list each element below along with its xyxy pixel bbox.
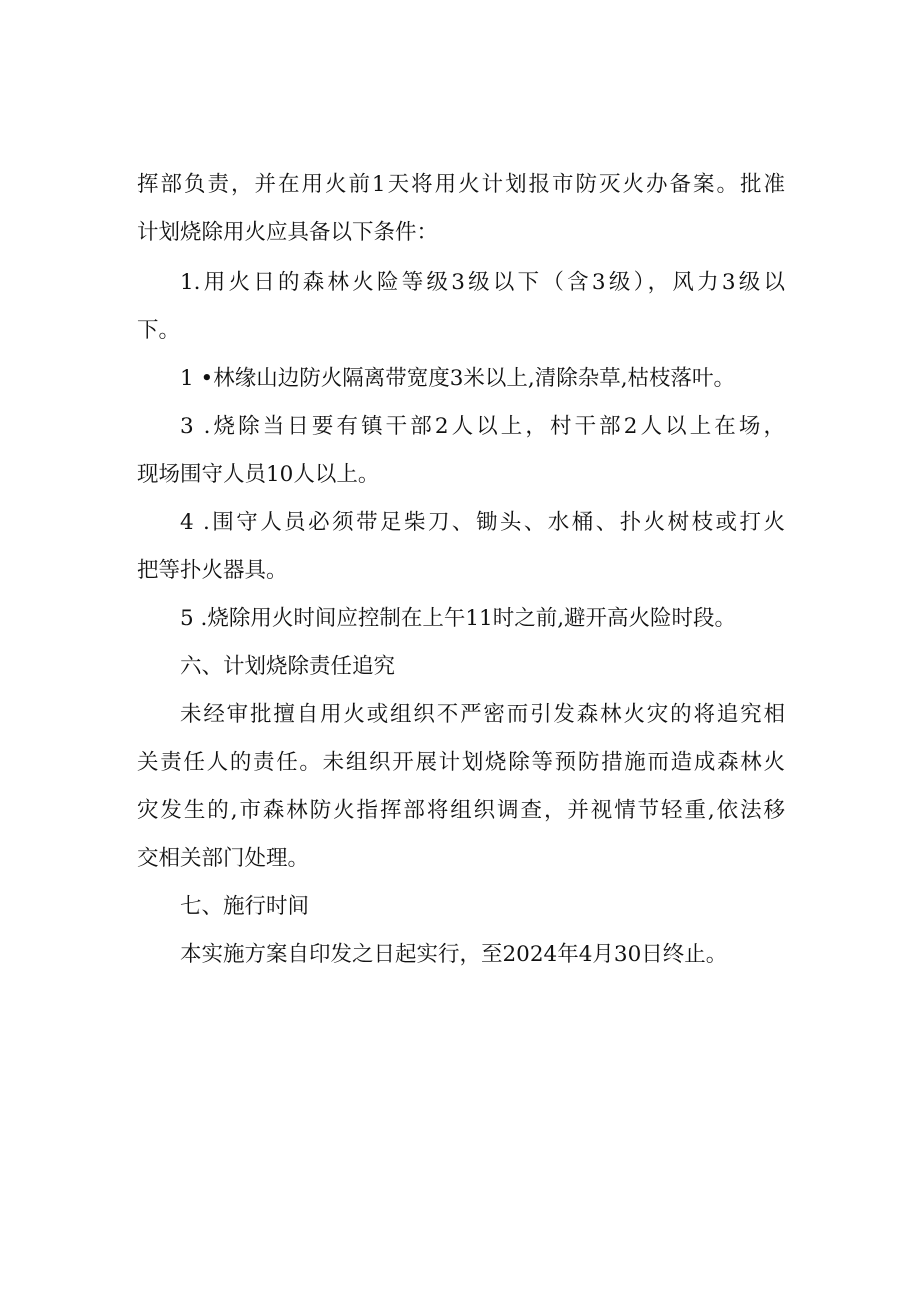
text-line-7: 现场围守人员10人以上。: [137, 462, 380, 487]
list-item-2: 1 •林缘山边防火隔离带宽度3米以上,清除杂草,枯枝落叶。: [180, 366, 736, 391]
text-line-14: 灾发生的,市森林防火指挥部将组织调查，并视情节轻重,依法移: [137, 798, 785, 823]
list-item-5: 5 .烧除用火时间应控制在上午11时之前,避开高火险时段。: [180, 606, 737, 631]
text-line-15: 交相关部门处理。: [137, 846, 310, 871]
text-line-17: 本实施方案自印发之日起实行，至2024年4月30日终止。: [180, 942, 728, 967]
list-item-3: 3 .烧除当日要有镇干部2人以上，村干部2人以上在场，: [180, 414, 785, 439]
text-line-4: 下。: [137, 318, 181, 343]
text-line-1: 挥部负责，并在用火前1天将用火计划报市防灭火办备案。批准: [137, 172, 785, 197]
section-heading-6: 六、计划烧除责任追究: [180, 654, 396, 679]
text-line-2: 计划烧除用火应具备以下条件：: [137, 220, 439, 245]
text-line-13: 关责任人的责任。未组织开展计划烧除等预防措施而造成森林火: [137, 750, 785, 775]
list-item-1: 1.用火日的森林火险等级3级以下（含3级），风力3级以: [180, 270, 785, 295]
section-heading-7: 七、施行时间: [180, 894, 310, 919]
text-line-9: 把等扑火器具。: [137, 558, 288, 583]
list-item-4: 4 .围守人员必须带足柴刀、锄头、水桶、扑火树枝或打火: [180, 510, 785, 535]
text-line-12: 未经审批擅自用火或组织不严密而引发森林火灾的将追究相: [180, 702, 785, 727]
